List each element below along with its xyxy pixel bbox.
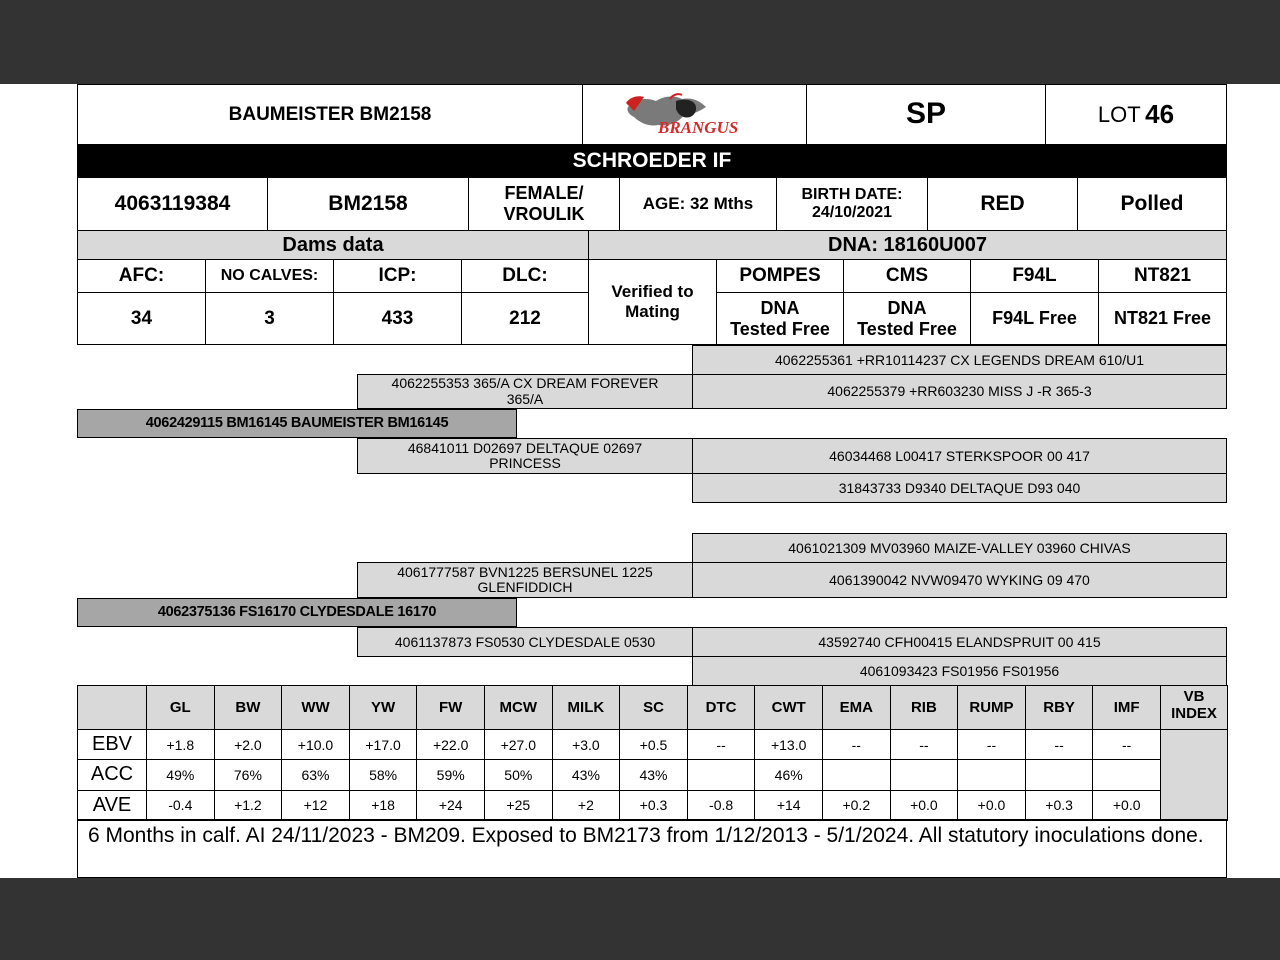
dams-data-title: Dams data: [77, 230, 589, 260]
ebv-header-ww: WW: [281, 685, 350, 730]
pedigree-sire-sire-dam: 4062255379 +RR603230 MISS J -R 365-3: [692, 374, 1227, 409]
ebv-header-yw: YW: [349, 685, 418, 730]
ebv-cell-ave-ema: +0.2: [822, 790, 891, 821]
sire-bar: SCHROEDER IF: [77, 144, 1227, 178]
ebv-cell-ave-rib: +0.0: [890, 790, 959, 821]
birth-date: BIRTH DATE: 24/10/2021: [776, 177, 928, 231]
ebv-cell-acc-bw: 76%: [214, 759, 283, 790]
ebv-header-imf: IMF: [1092, 685, 1161, 730]
ebv-cell-acc-rby: [1025, 759, 1094, 790]
ebv-header-mcw: MCW: [484, 685, 553, 730]
ebv-cell-ebv-rib: --: [890, 729, 959, 760]
ebv-cell-ebv-sc: +0.5: [619, 729, 688, 760]
ebv-header-fw: FW: [416, 685, 485, 730]
pedigree-dam-sire: 4061777587 BVN1225 BERSUNEL 1225 GLENFIDDICH: [357, 562, 693, 598]
ebv-cell-ebv-ww: +10.0: [281, 729, 350, 760]
ebv-header-milk: MILK: [552, 685, 621, 730]
sex: FEMALE/ VROULIK: [468, 177, 620, 231]
cms-result: DNA Tested Free: [843, 292, 971, 345]
ebv-cell-ave-rump: +0.0: [957, 790, 1026, 821]
ebv-cell-ave-yw: +18: [349, 790, 418, 821]
age: AGE: 32 Mths: [619, 177, 777, 231]
ebv-cell-ave-imf: +0.0: [1092, 790, 1161, 821]
dlc-header: DLC:: [461, 259, 589, 293]
ebv-cell-ebv-bw: +2.0: [214, 729, 283, 760]
dlc-value: 212: [461, 292, 589, 345]
ebv-cell-acc-rib: [890, 759, 959, 790]
ebv-header-rib: RIB: [890, 685, 959, 730]
cms-header: CMS: [843, 259, 971, 293]
ebv-cell-ebv-dtc: --: [687, 729, 756, 760]
ebv-header-cwt: CWT: [754, 685, 823, 730]
lot-box: [1045, 84, 1227, 145]
animal-name: BAUMEISTER BM2158: [77, 84, 583, 145]
ebv-header-bw: BW: [214, 685, 283, 730]
ebv-cell-ebv-fw: +22.0: [416, 729, 485, 760]
notes-text: 6 Months in calf. AI 24/11/2023 - BM209. Exposed to BM2173 from 1/12/2013 - 5/1/2024. All statutory inoculations done.: [88, 824, 1204, 847]
ebv-cell-acc-imf: [1092, 759, 1161, 790]
pompes-header: POMPES: [716, 259, 844, 293]
afc-value: 34: [77, 292, 206, 345]
verified-to-mating: Verified to Mating: [588, 259, 717, 345]
ebv-cell-acc-cwt: 46%: [754, 759, 823, 790]
pedigree-dam-sire-sire: 4061021309 MV03960 MAIZE-VALLEY 03960 CHIVAS: [692, 533, 1227, 563]
ebv-cell-ave-ww: +12: [281, 790, 350, 821]
ebv-cell-ebv-gl: +1.8: [146, 729, 215, 760]
ebv-row-label-ave: AVE: [77, 790, 147, 821]
bull-logo-icon: [620, 93, 770, 137]
ebv-cell-ave-sc: +0.3: [619, 790, 688, 821]
category: SP: [806, 84, 1046, 145]
ebv-row-label-ebv: EBV: [77, 729, 147, 760]
dna-title: DNA: 18160U007: [588, 230, 1227, 260]
icp-header: ICP:: [333, 259, 462, 293]
f94l-header: F94L: [970, 259, 1099, 293]
ebv-header-rump: RUMP: [957, 685, 1026, 730]
pedigree-dam-dam-sire: 43592740 CFH00415 ELANDSPRUIT 00 415: [692, 627, 1227, 657]
lot-label: LOT: [1097, 101, 1141, 127]
ebv-cell-ebv-yw: +17.0: [349, 729, 418, 760]
pedigree-sire-dam-sire: 46034468 L00417 STERKSPOOR 00 417: [692, 438, 1227, 474]
nt821-result: NT821 Free: [1098, 292, 1227, 345]
ebv-header-gl: GL: [146, 685, 215, 730]
ebv-cell-acc-dtc: [687, 759, 756, 790]
ebv-cell-ebv-rby: --: [1025, 729, 1094, 760]
nt821-header: NT821: [1098, 259, 1227, 293]
pedigree-dam-sire-dam: 4061390042 NVW09470 WYKING 09 470: [692, 562, 1227, 598]
ebv-cell-acc-yw: 58%: [349, 759, 418, 790]
svg-text:BRANGUS: BRANGUS: [657, 117, 738, 137]
pedigree-sire: 4062429115 BM16145 BAUMEISTER BM16145: [77, 409, 517, 438]
lot-number: 46: [1145, 98, 1175, 129]
pedigree-sire-sire-sire: 4062255361 +RR10114237 CX LEGENDS DREAM 610/U1: [692, 345, 1227, 375]
f94l-result: F94L Free: [970, 292, 1099, 345]
notes-box: [77, 819, 1227, 878]
ebv-header-rby: RBY: [1025, 685, 1094, 730]
ebv-cell-acc-fw: 59%: [416, 759, 485, 790]
ebv-cell-acc-rump: [957, 759, 1026, 790]
ebv-cell-ave-dtc: -0.8: [687, 790, 756, 821]
ebv-header-ema: EMA: [822, 685, 891, 730]
ebv-header-sc: SC: [619, 685, 688, 730]
vb-index-body: [1160, 729, 1228, 821]
icp-value: 433: [333, 292, 462, 345]
ebv-cell-ebv-cwt: +13.0: [754, 729, 823, 760]
ebv-cell-acc-sc: 43%: [619, 759, 688, 790]
id-number: 4063119384: [77, 177, 268, 231]
ebv-corner: [77, 685, 147, 730]
tag-number: BM2158: [267, 177, 469, 231]
ebv-cell-acc-ww: 63%: [281, 759, 350, 790]
no-calves-header: NO CALVES:: [205, 259, 334, 293]
ebv-cell-ave-cwt: +14: [754, 790, 823, 821]
pedigree-sire-dam: 46841011 D02697 DELTAQUE 02697 PRINCESS: [357, 438, 693, 474]
ebv-cell-ave-rby: +0.3: [1025, 790, 1094, 821]
ebv-cell-acc-gl: 49%: [146, 759, 215, 790]
brangus-logo: [582, 84, 807, 145]
ebv-cell-acc-milk: 43%: [552, 759, 621, 790]
lot-card: [0, 84, 1280, 878]
pedigree-dam: 4062375136 FS16170 CLYDESDALE 16170: [77, 598, 517, 627]
ebv-cell-ebv-mcw: +27.0: [484, 729, 553, 760]
ebv-cell-ave-milk: +2: [552, 790, 621, 821]
pompes-result: DNA Tested Free: [716, 292, 844, 345]
vb-index-header: VB INDEX: [1160, 685, 1228, 730]
ebv-cell-acc-mcw: 50%: [484, 759, 553, 790]
afc-header: AFC:: [77, 259, 206, 293]
colour: RED: [927, 177, 1078, 231]
pedigree-dam-dam-dam: 4061093423 FS01956 FS01956: [692, 656, 1227, 686]
ebv-cell-ave-gl: -0.4: [146, 790, 215, 821]
ebv-cell-ebv-imf: --: [1092, 729, 1161, 760]
pedigree-dam-dam: 4061137873 FS0530 CLYDESDALE 0530: [357, 627, 693, 657]
ebv-cell-ave-bw: +1.2: [214, 790, 283, 821]
ebv-cell-acc-ema: [822, 759, 891, 790]
ebv-cell-ebv-rump: --: [957, 729, 1026, 760]
ebv-cell-ave-mcw: +25: [484, 790, 553, 821]
ebv-row-label-acc: ACC: [77, 759, 147, 790]
ebv-cell-ebv-ema: --: [822, 729, 891, 760]
horn-status: Polled: [1077, 177, 1227, 231]
ebv-cell-ave-fw: +24: [416, 790, 485, 821]
ebv-cell-ebv-milk: +3.0: [552, 729, 621, 760]
ebv-header-dtc: DTC: [687, 685, 756, 730]
pedigree-sire-sire: 4062255353 365/A CX DREAM FOREVER 365/A: [357, 374, 693, 409]
no-calves-value: 3: [205, 292, 334, 345]
pedigree-sire-dam-dam: 31843733 D9340 DELTAQUE D93 040: [692, 473, 1227, 503]
